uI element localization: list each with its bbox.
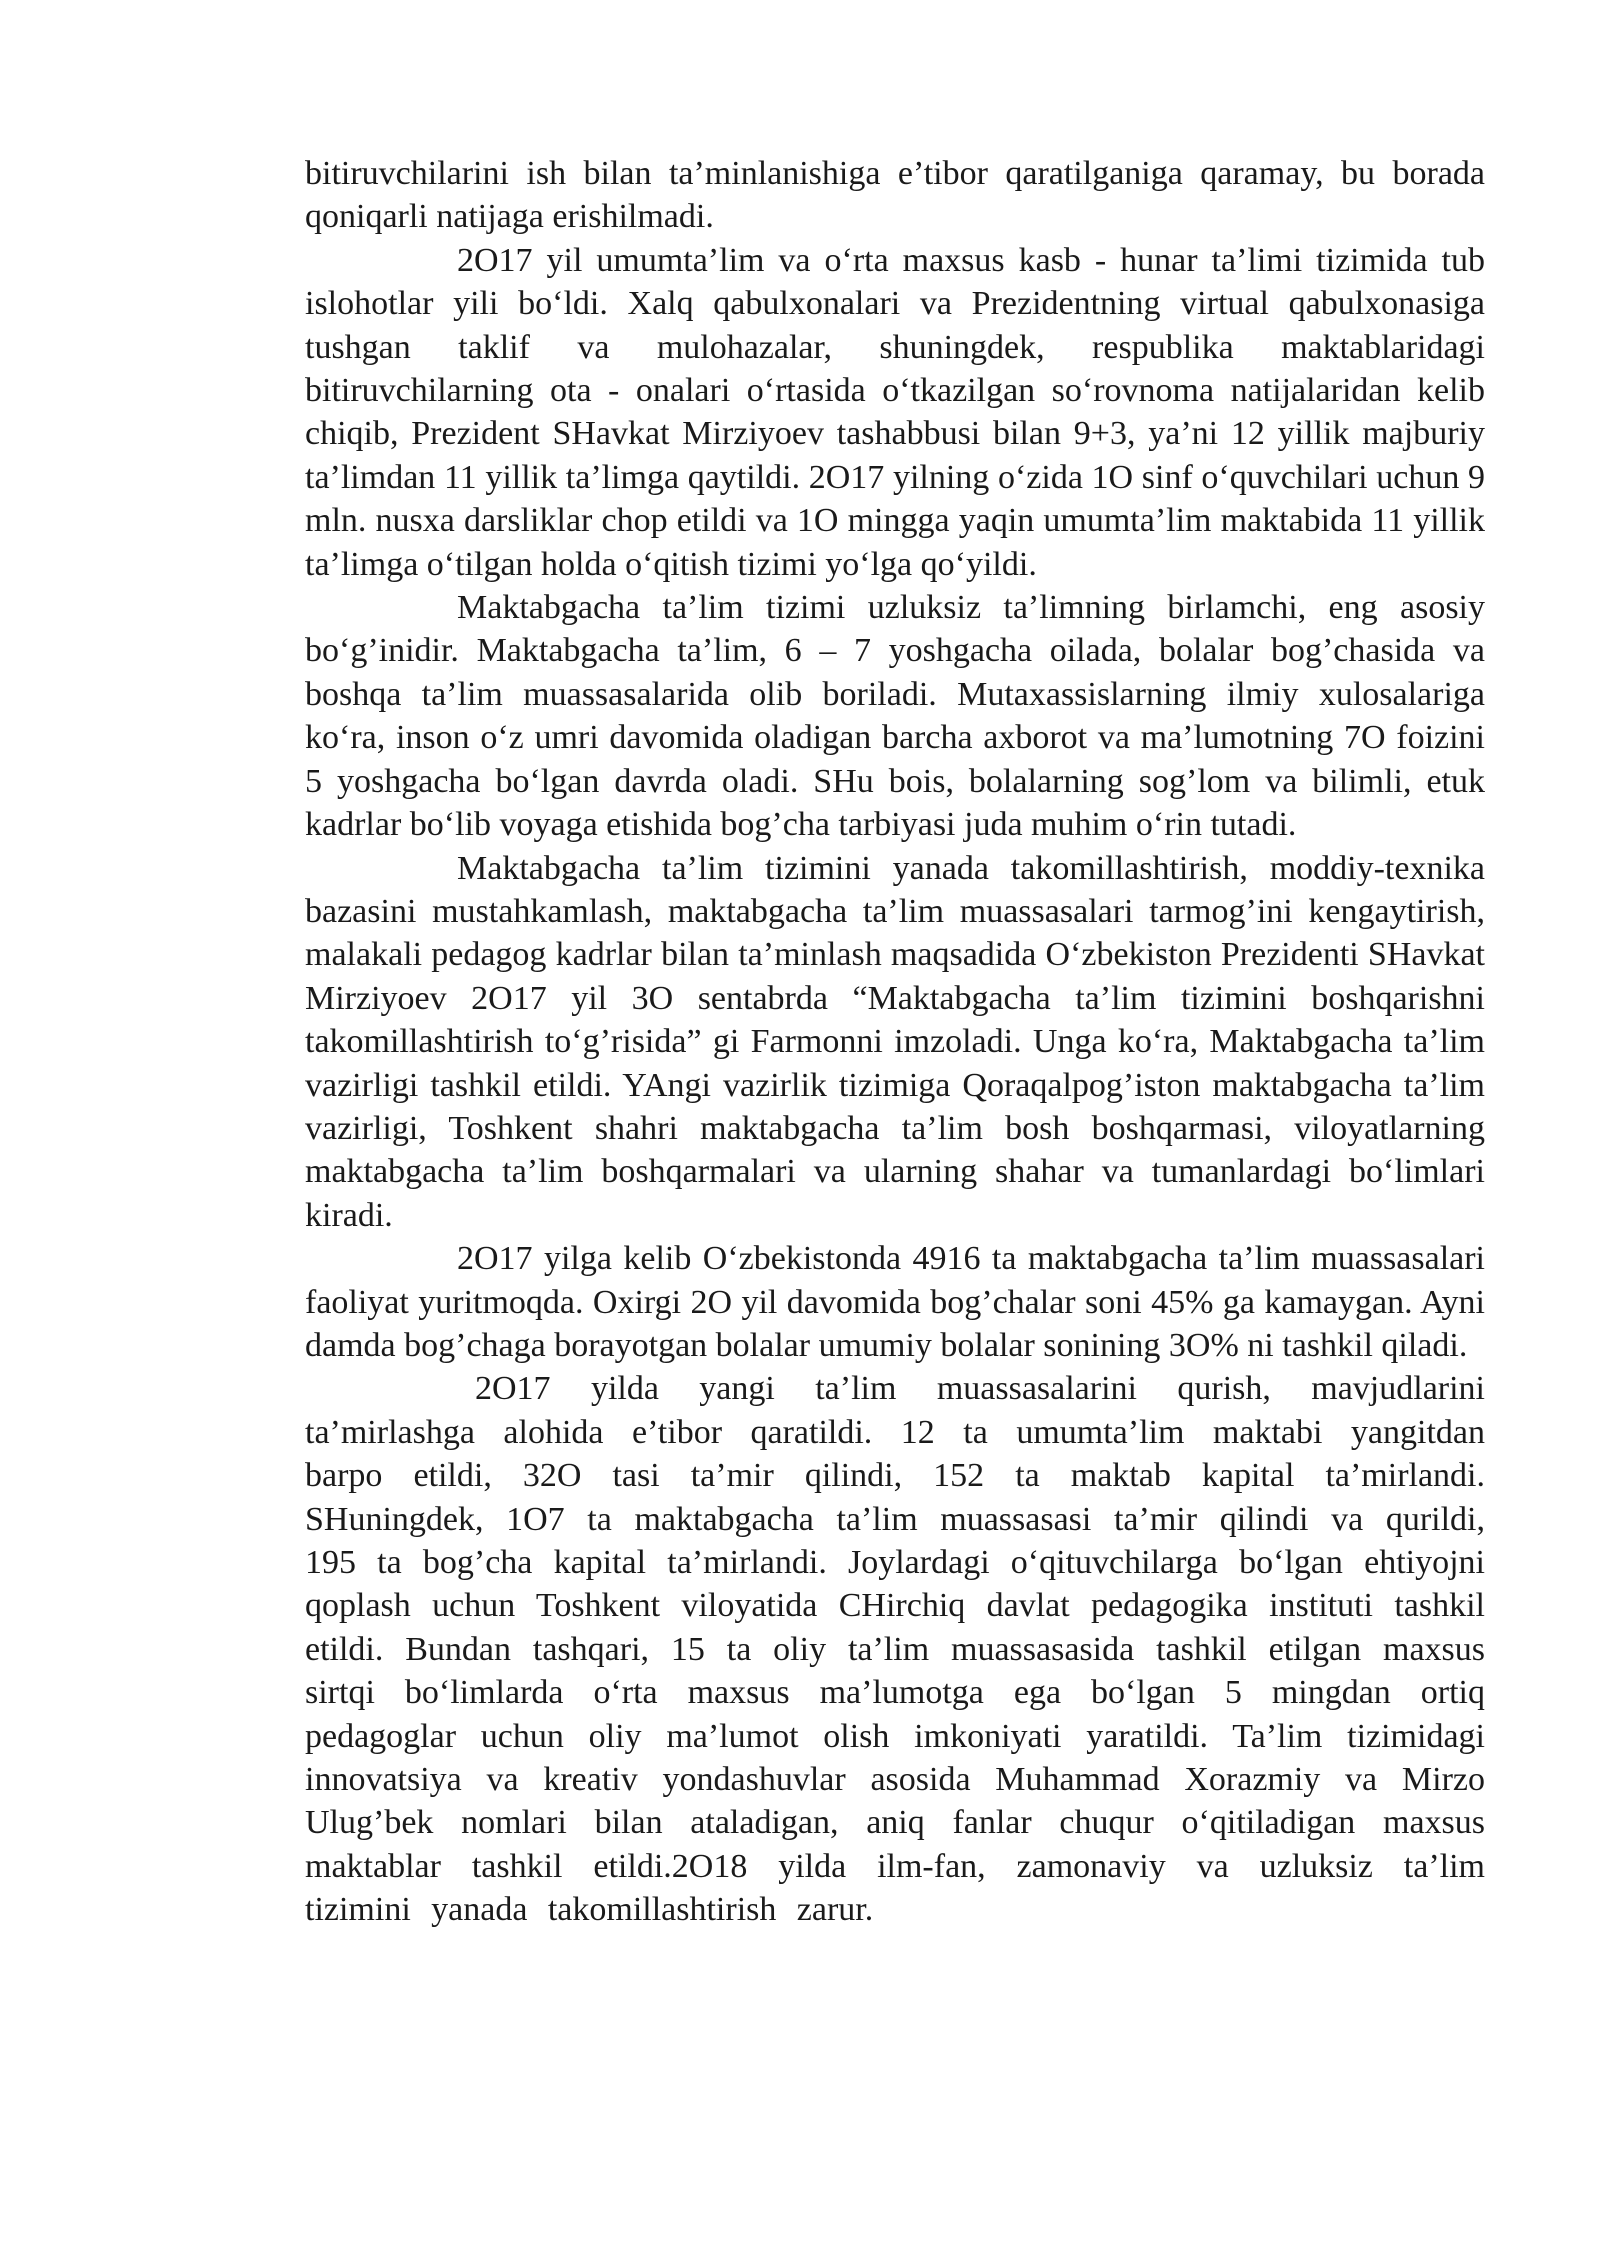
body-text — [305, 152, 1485, 1932]
paragraph-preschool-statistics: 2O17 yilga kelib O‘zbekistonda 4916 ta maktabgacha ta’lim muassasalari faoliyat yuritmoqda. Oxirgi 2O yil davomida bog’chalar soni 45% ga kamaygan. Ayni damda bog’chaga borayotgan bolalar umumiy bolalar sonining 3O% ni tashkil qiladi. — [305, 1240, 1485, 1364]
paragraph-continuation: bitiruvchilarini ish bilan ta’minlanishiga e’tibor qaratilganiga qaramay, bu borada qoniqarli natijaga erishilmadi. — [305, 155, 1485, 236]
paragraph-preschool-education: Maktabgacha ta’lim tizimi uzluksiz ta’limning birlamchi, eng asosiy bo‘g’inidir. Maktabgacha ta’lim, 6 – 7 yoshgacha oilada, bolalar bog’chasida va boshqa ta’lim muassasalarida olib boriladi. Mutaxassislarning ilmiy xulosalariga ko‘ra, inson o‘z umri davomida oladigan barcha axborot va ma’lumotning 7O foizini 5 yoshgacha bo‘lgan davrda oladi. SHu bois, bolalarning sog’lom va bilimli, etuk kadrlar bo‘lib voyaga etishida bog’cha tarbiyasi juda muhim o‘rin tutadi. — [305, 589, 1485, 844]
paragraph-preschool-decree: Maktabgacha ta’lim tizimini yanada takomillashtirish, moddiy-texnika bazasini mustahkamlash, maktabgacha ta’lim muassasalari tarmog’ini kengaytirish, malakali pedagog kadrlar bilan ta’minlash maqsadida O‘zbekiston Prezidenti SHavkat Mirziyoev 2O17 yil 3O sentabrda “Maktabgacha ta’lim tizimini boshqarishni takomillashtirish to‘g’risida” gi Farmonni imzoladi. Unga ko‘ra, Maktabgacha ta’lim vazirligi tashkil etildi. YAngi vazirlik tizimiga Qoraqalpog’iston maktabgacha ta’lim vazirligi, Toshkent shahri maktabgacha ta’lim bosh boshqarmasi, viloyatlarning maktabgacha ta’lim boshqarmalari va ularning shahar va tumanlardagi bo‘limlari kiradi. — [305, 849, 1485, 1234]
paragraph-new-institutions: 2O17 yilda yangi ta’lim muassasalarini qurish, mavjudlarini ta’mirlashga alohida e’tibor qaratildi. 12 ta umumta’lim maktabi yangitdan barpo etildi, 32O tasi ta’mir qilindi, 152 ta maktab kapital ta’mirlandi. SHuningdek, 1O7 ta maktabgacha ta’lim muassasasi ta’mir qilindi va qurildi, 195 ta bog’cha kapital ta’mirlandi. Joylardagi o‘qituvchilarga bo‘lgan ehtiyojni qoplash uchun Toshkent viloyatida CHirchiq davlat pedagogika instituti tashkil etildi. Bundan tashqari, 15 ta oliy ta’lim muassasasida tashkil etilgan maxsus sirtqi bo‘limlarda o‘rta maxsus ma’lumotga ega bo‘lgan 5 mingdan ortiq pedagoglar uchun oliy ma’lumot olish imkoniyati yaratildi. Ta’lim tizimidagi innovatsiya va kreativ yondashuvlar asosida Muhammad Xorazmiy va Mirzo Ulug’bek nomlari bilan ataladigan, aniq fanlar chuqur o‘qitiladigan maxsus maktablar tashkil etildi.2O18 yilda ilm-fan, zamonaviy va uzluksiz ta’lim tizimini yanada takomillashtirish zarur. — [305, 1370, 1485, 1929]
paragraph-reform-2017: 2O17 yil umumta’lim va o‘rta maxsus kasb - hunar ta’limi tizimida tub islohotlar yili bo‘ldi. Xalq qabulxonalari va Prezidentning virtual qabulxonasiga tushgan taklif va mulohazalar, shuningdek, respublika maktablaridagi bitiruvchilarning ota - onalari o‘rtasida o‘tkazilgan so‘rovnoma natijalaridan kelib chiqib, Prezident SHavkat Mirziyoev tashabbusi bilan 9+3, ya’ni 12 yillik majburiy ta’limdan 11 yillik ta’limga qaytildi. 2O17 yilning o‘zida 1O sinf o‘quvchilari uchun 9 mln. nusxa darsliklar chop etildi va 1O mingga yaqin umumta’lim maktabida 11 yillik ta’limga o‘tilgan holda o‘qitish tizimi yo‘lga qo‘yildi. — [305, 241, 1485, 583]
